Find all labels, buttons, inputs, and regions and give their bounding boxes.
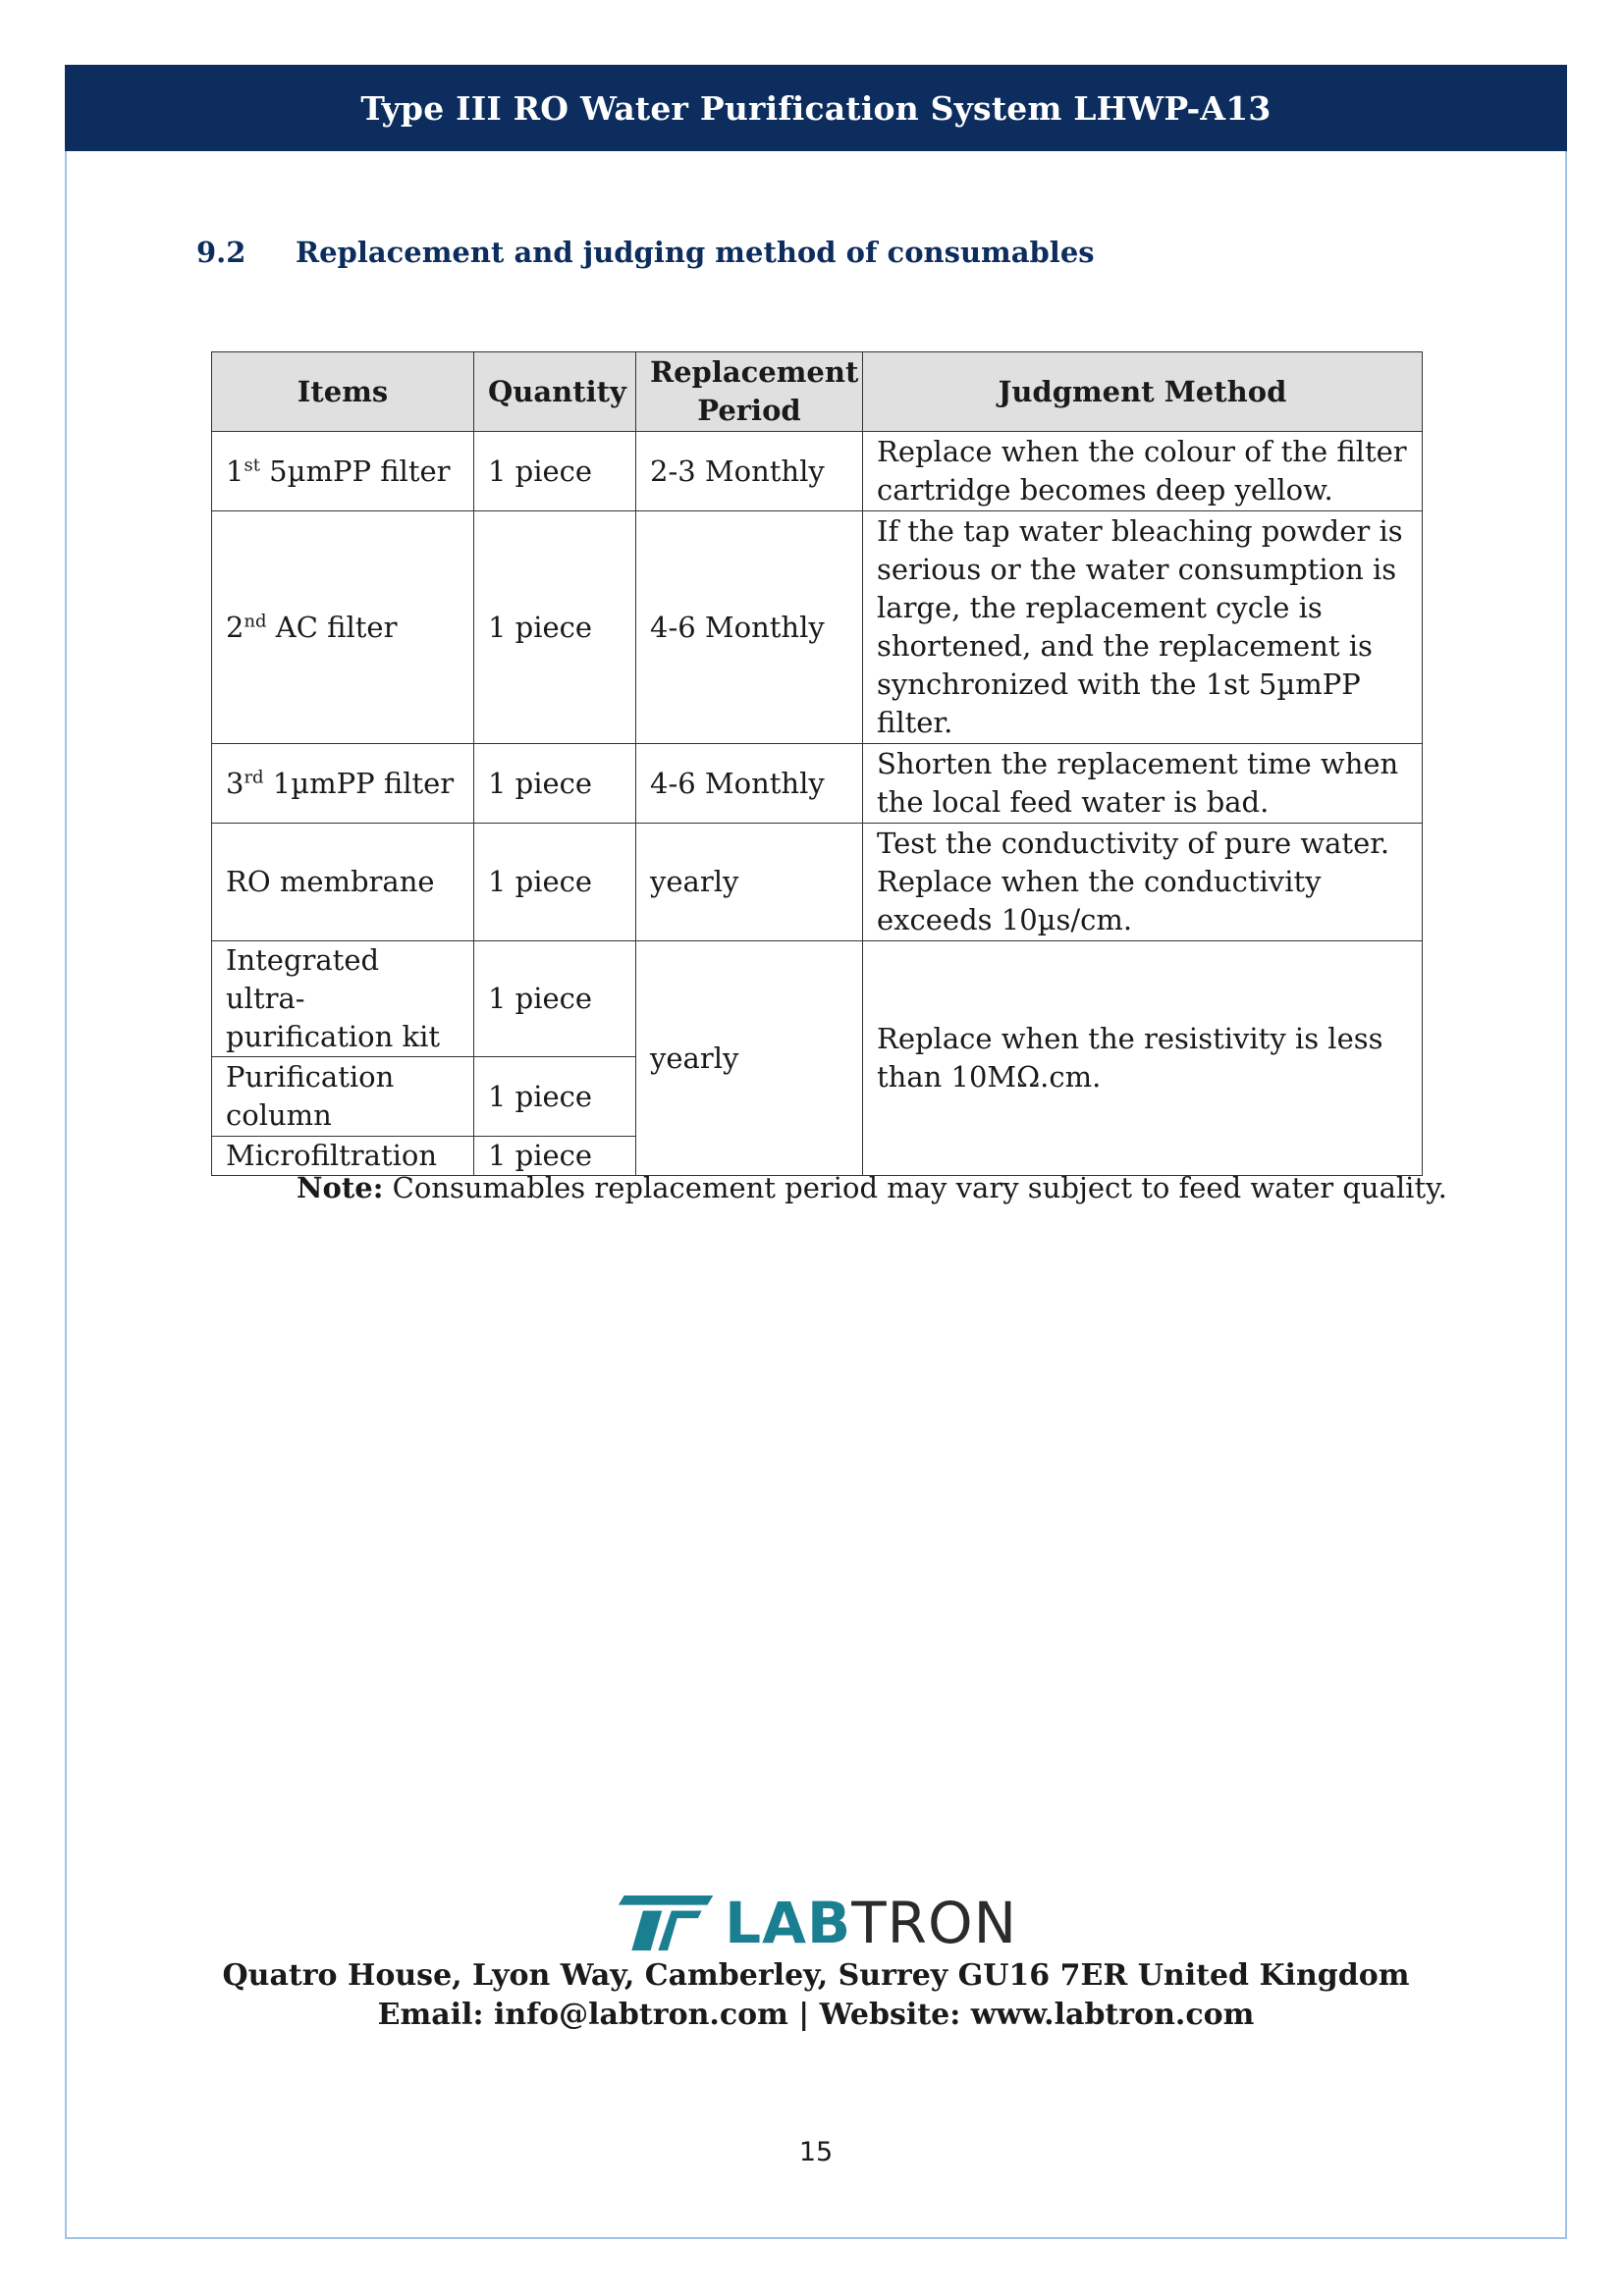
table-header-row <box>212 352 1423 432</box>
item-cell: Microfiltration <box>212 1137 474 1176</box>
item-cell: Purification column <box>212 1057 474 1137</box>
item-cell: Integrated ultra-purification kit <box>212 941 474 1057</box>
period-cell: 4-6 Monthly <box>636 511 863 744</box>
section-heading <box>196 236 1095 269</box>
consumables-table <box>211 351 1423 1176</box>
method-cell: Replace when the resistivity is less than 10MΩ.cm. <box>863 941 1423 1176</box>
period-cell: yearly <box>636 941 863 1176</box>
header-quantity: Quantity <box>474 352 636 432</box>
method-cell: Shorten the replacement time when the local feed water is bad. <box>863 744 1423 824</box>
method-cell: Replace when the colour of the filter cartridge becomes deep yellow. <box>863 432 1423 511</box>
table-row <box>212 744 1423 824</box>
period-cell: 4-6 Monthly <box>636 744 863 824</box>
period-cell: yearly <box>636 824 863 941</box>
header-bar <box>65 65 1567 151</box>
header-replacement-period: Replacement Period <box>636 352 863 432</box>
table-row <box>212 511 1423 744</box>
note-label: Note: <box>297 1171 384 1204</box>
quantity-cell: 1 piece <box>474 941 636 1057</box>
method-cell: If the tap water bleaching powder is serious or the water consumption is large, the replacement cycle is shortened, and the replacement is synchronized with the 1st 5µmPP filter. <box>863 511 1423 744</box>
item-cell: RO membrane <box>212 824 474 941</box>
footer-address: Quatro House, Lyon Way, Camberley, Surrey GU16 7ER United Kingdom <box>222 1958 1410 1993</box>
table-row <box>212 941 1423 1057</box>
section-number: 9.2 <box>196 236 246 269</box>
quantity-cell: 1 piece <box>474 432 636 511</box>
quantity-cell: 1 piece <box>474 744 636 824</box>
quantity-cell: 1 piece <box>474 511 636 744</box>
quantity-cell: 1 piece <box>474 1137 636 1176</box>
item-cell: 1st 5µmPP filter <box>212 432 474 511</box>
logo-wordmark: LABTRON <box>725 1890 1017 1956</box>
section-title: Replacement and judging method of consumables <box>296 236 1095 269</box>
note <box>297 1171 1447 1204</box>
note-text: Consumables replacement period may vary subject to feed water quality. <box>383 1171 1447 1204</box>
item-cell: 2nd AC filter <box>212 511 474 744</box>
quantity-cell: 1 piece <box>474 824 636 941</box>
table-row <box>212 432 1423 511</box>
period-cell: 2-3 Monthly <box>636 432 863 511</box>
header-items: Items <box>212 352 474 432</box>
page-number: 15 <box>798 2137 834 2167</box>
labtron-logo <box>615 1891 1017 1955</box>
method-cell: Test the conductivity of pure water. Replace when the conductivity exceeds 10µs/cm. <box>863 824 1423 941</box>
header-judgment-method: Judgment Method <box>863 352 1423 432</box>
document-title: Type III RO Water Purification System LHWP-A13 <box>360 88 1272 128</box>
quantity-cell: 1 piece <box>474 1057 636 1137</box>
item-cell: 3rd 1µmPP filter <box>212 744 474 824</box>
footer-contact: Email: info@labtron.com | Website: www.labtron.com <box>377 1998 1255 2032</box>
labtron-mark-icon <box>615 1891 717 1955</box>
table-row <box>212 824 1423 941</box>
